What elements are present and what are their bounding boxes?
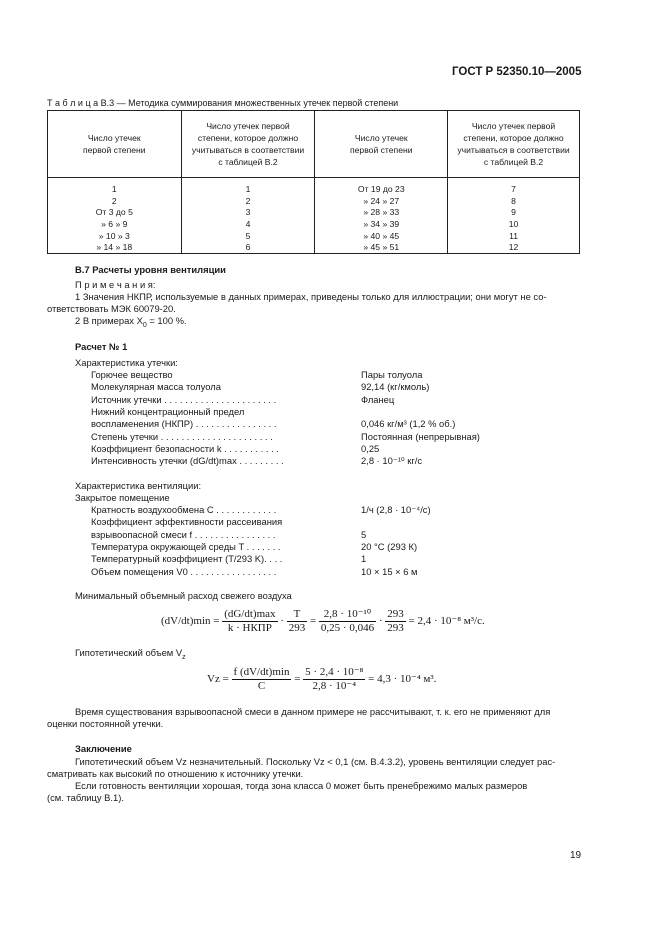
table-caption: Т а б л и ц а В.3 — Методика суммирования множественных утечек первой степени: [47, 98, 399, 108]
header-cell-3: Число утечек первой степени: [315, 111, 448, 178]
characteristic-value: 1/ч (2,8 · 10⁻⁴/с): [361, 504, 431, 515]
table-column-4: 7 8 9 10 11 12: [448, 178, 580, 254]
notes-label: П р и м е ч а н и я:: [75, 279, 156, 290]
table-column-1: 1 2 От 3 до 5 » 6 » 9 » 10 » 3 » 14 » 18: [48, 178, 182, 254]
conclusion-line-4: (см. таблицу В.1).: [47, 792, 124, 803]
time-note-line-2: оценки постоянной утечки.: [47, 718, 164, 729]
characteristic-label: Объем помещения V0 . . . . . . . . . . . . . . . . .: [91, 565, 277, 577]
characteristic-value: 1: [361, 553, 367, 565]
conclusion-title: Заключение: [75, 743, 132, 754]
characteristic-value: 2,8 · 10⁻¹⁰ кг/с: [361, 455, 423, 467]
characteristic-value: Фланец: [361, 393, 395, 405]
characteristic-value: 5: [361, 528, 367, 540]
characteristic-label: Степень утечки . . . . . . . . . . . . . . . . . . . . . .: [91, 430, 273, 442]
conclusion-line-3: Если готовность вентиляции хорошая, тогда зона класса 0 может быть пренебрежимо малых размеров: [75, 780, 528, 791]
note-1-line-2: ответствовать МЭК 60079-20.: [47, 303, 176, 314]
summation-table: [47, 110, 580, 254]
characteristic-label: Источник утечки . . . . . . . . . . . . . . . . . . . . . .: [91, 393, 277, 405]
page-number: 19: [570, 850, 582, 861]
characteristic-value: 0,25: [361, 442, 380, 454]
header-cell-1: Число утечек первой степени: [48, 111, 182, 178]
characteristic-label: взрывоопасной смеси f . . . . . . . . . . . . . . . .: [91, 528, 276, 540]
conclusion-line-1: Гипотетический объем Vz незначительный. Поскольку Vz < 0,1 (см. В.4.3.2), уровень вентиляции следует рас-: [75, 756, 556, 767]
characteristic-label: Температура окружающей среды T . . . . . . .: [91, 540, 281, 552]
characteristic-label: Температурный коэффициент (T/293 K). . . .: [91, 553, 283, 565]
characteristic-label: Интенсивность утечки (dG/dt)max . . . . . . . . .: [91, 455, 284, 467]
characteristic-label: Коэффициент эффективности рассеивания: [91, 516, 283, 528]
characteristic-label: Горючее вещество: [91, 369, 173, 380]
header-cell-4: Число утечек первой степени, которое должно учитываться в соответствии с таблицей В.2: [448, 111, 580, 178]
formula-hyp-volume: Vz = $\frac{f (dV/dt)\min}{C}$ = $\frac{\text{5 · 2,4 · 10⁻⁸}}{\text{2,8 · 10⁻⁴}}$ = 4,3 · 10⁻⁴ м³.: [207, 666, 437, 692]
note-2: 2 В примерах $X_0 = 100$ %.: [75, 315, 187, 329]
characteristic-value: Пары толуола: [361, 369, 423, 380]
table-column-2: 1 2 3 4 5 6: [181, 178, 315, 254]
characteristic-value: 10 × 15 × 6 м: [361, 565, 418, 577]
characteristic-value: 92,14 (кг/кмоль): [361, 381, 430, 393]
characteristic-label: Молекулярная масса толуола: [91, 381, 221, 393]
section-title: В.7 Расчеты уровня вентиляции: [75, 264, 226, 275]
characteristic-label: Нижний концентрационный предел: [91, 405, 245, 417]
characteristic-value: 20 °С (293 К): [361, 540, 418, 552]
vent-heading: Характеристика вентиляции:: [75, 480, 202, 491]
calc-title: Расчет № 1: [75, 341, 128, 352]
standard-header: ГОСТ Р 52350.10—2005: [452, 66, 582, 78]
formula-min-flow: (dV/dt)min = $\frac{(dG/dt)\max}{\text{k · НКПР}}$ · $\frac{T}{293}$ = $\frac{\text{2,8 · 10⁻¹⁰}}{0,25 \cdot 0,046}$ · $\frac{293}{293}$ = 2,4 · 10⁻⁸ м³/с.: [161, 608, 485, 634]
conclusion-line-2: сматривать как высокий по отношению к источнику утечки.: [47, 768, 304, 779]
characteristic-label: Коэффициент безопасности k . . . . . . . . . . .: [91, 442, 279, 454]
characteristic-value: 0,046 кг/м³ (1,2 % об.): [361, 418, 456, 430]
time-note-line-1: Время существования взрывоопасной смеси в данном примере не рассчитывают, т. к. его не применяют для: [75, 706, 551, 717]
characteristic-label: Кратность воздухообмена C . . . . . . . . . . . .: [91, 504, 277, 515]
hyp-volume-label: Гипотетический объем $V_z$: [75, 647, 186, 661]
characteristic-label: воспламенения (НКПР) . . . . . . . . . . . . . . . .: [91, 418, 277, 430]
note-1-line-1: 1 Значения НКПР, используемые в данных примерах, приведены только для иллюстрации; они могут не со-: [75, 291, 547, 302]
table-column-3: От 19 до 23 » 24 » 27 » 28 » 33 » 34 » 39 » 40 » 45 » 45 » 51: [315, 178, 448, 254]
min-flow-label: Минимальный объемный расход свежего воздуха: [75, 590, 292, 601]
characteristic-value: Постоянная (непрерывная): [361, 430, 480, 442]
header-cell-2: Число утечек первой степени, которое должно учитываться в соответствии с таблицей В.2: [181, 111, 315, 178]
vent-room: Закрытое помещение: [75, 492, 170, 503]
leak-heading: Характеристика утечки:: [75, 357, 178, 368]
